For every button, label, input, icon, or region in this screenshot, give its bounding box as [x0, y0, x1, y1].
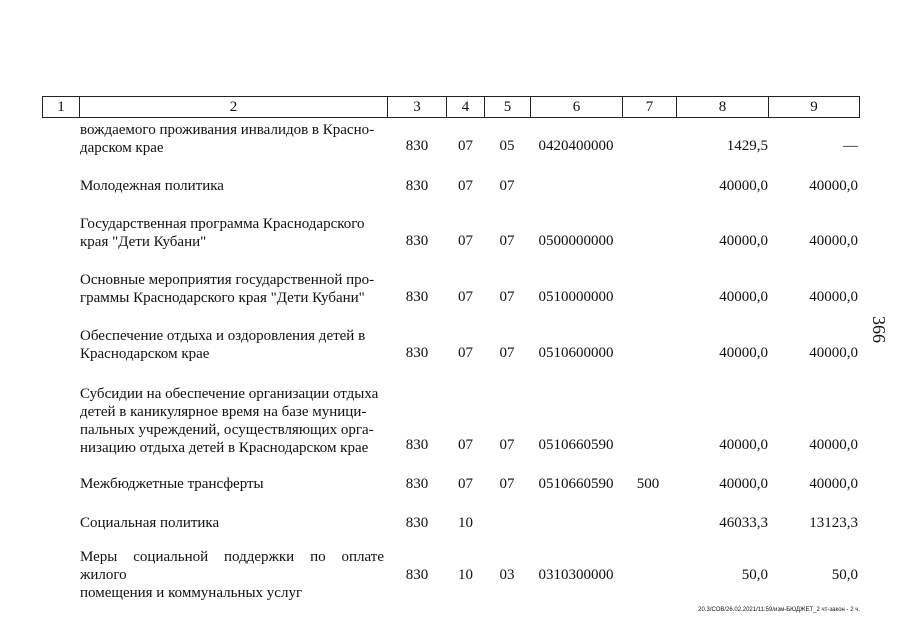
section-code: 07: [458, 345, 473, 361]
row-name: [80, 385, 384, 457]
amount-col-8: 40000,0: [719, 437, 768, 453]
ministry-code: 830: [405, 178, 429, 194]
row-name: [80, 177, 384, 195]
amount-col-8: 40000,0: [719, 345, 768, 361]
column-number-3: 3: [388, 97, 447, 118]
ministry-code: 830: [405, 437, 429, 453]
column-number-5: 5: [485, 97, 531, 118]
column-header-table: [42, 96, 860, 118]
ministry-code: 830: [405, 567, 429, 583]
section-code: 07: [458, 178, 473, 194]
subsection-code: 07: [499, 345, 515, 361]
amount-col-8: 46033,3: [719, 515, 768, 531]
subsection-code: 07: [499, 437, 515, 453]
row-name-line: Основные мероприятия государственной про-: [80, 272, 375, 288]
subsection-code: 07: [499, 289, 515, 305]
column-number-9: 9: [769, 97, 860, 118]
row-name: [80, 121, 384, 157]
amount-col-9: 50,0: [831, 567, 858, 583]
target-article-code: 0310300000: [538, 567, 614, 583]
amount-col-9: —: [843, 138, 858, 154]
row-name-line: дарском крае: [80, 140, 164, 156]
column-number-7: 7: [623, 97, 677, 118]
document-footer: 20.3/СОВ/26.02.2021/11:59/изм-БЮДЖЕТ_2 чт-закон - 2 ч.: [698, 607, 860, 613]
amount-col-9: 40000,0: [809, 437, 858, 453]
column-number-6: 6: [531, 97, 623, 118]
amount-col-8: 40000,0: [719, 178, 768, 194]
expense-type-code: 500: [636, 476, 660, 492]
column-number-4: 4: [447, 97, 485, 118]
subsection-code: 05: [499, 138, 515, 154]
target-article-code: 0510660590: [538, 476, 614, 492]
amount-col-8: 40000,0: [719, 289, 768, 305]
row-name-line: Субсидии на обеспечение организации отдыха: [80, 386, 379, 402]
amount-col-9: 40000,0: [809, 476, 858, 492]
section-code: 10: [458, 515, 473, 531]
section-code: 07: [458, 233, 473, 249]
amount-col-9: 40000,0: [809, 345, 858, 361]
row-name: [80, 475, 384, 493]
column-number-2: 2: [80, 97, 388, 118]
row-name: [80, 514, 384, 532]
ministry-code: 830: [405, 289, 429, 305]
ministry-code: 830: [405, 138, 429, 154]
section-code: 10: [458, 567, 473, 583]
target-article-code: 0500000000: [538, 233, 614, 249]
ministry-code: 830: [405, 515, 429, 531]
amount-col-8: 40000,0: [719, 476, 768, 492]
amount-col-9: 13123,3: [809, 515, 858, 531]
amount-col-8: 1429,5: [726, 138, 768, 154]
section-code: 07: [458, 138, 473, 154]
target-article-code: 0510660590: [538, 437, 614, 453]
row-name-line: вождаемого проживания инвалидов в Красно-: [80, 122, 375, 138]
row-name-line: детей в каникулярное время на базе муници-: [80, 404, 367, 420]
row-name-line: пальных учреждений, осуществляющих орга-: [80, 422, 374, 438]
column-number-row: [43, 97, 860, 118]
row-name-line: Государственная программа Краснодарского: [80, 216, 365, 232]
amount-col-9: 40000,0: [809, 178, 858, 194]
row-name-line: Молодежная политика: [80, 178, 224, 194]
row-name-line: низацию отдыха детей в Краснодарском крае: [80, 440, 369, 456]
section-code: 07: [458, 476, 473, 492]
row-name: [80, 271, 384, 307]
row-name: [80, 327, 384, 363]
amount-col-9: 40000,0: [809, 289, 858, 305]
row-name-line: граммы Краснодарского края "Дети Кубани": [80, 290, 365, 306]
subsection-code: 07: [499, 178, 515, 194]
page-number: 366: [869, 316, 889, 343]
row-name-line: Краснодарском крае: [80, 346, 210, 362]
amount-col-8: 50,0: [741, 567, 768, 583]
subsection-code: 07: [499, 476, 515, 492]
amount-col-8: 40000,0: [719, 233, 768, 249]
target-article-code: 0510600000: [538, 345, 614, 361]
row-name: [80, 215, 384, 251]
ministry-code: 830: [405, 233, 429, 249]
subsection-code: 03: [499, 567, 515, 583]
row-name-line: Социальная политика: [80, 515, 220, 531]
subsection-code: 07: [499, 233, 515, 249]
column-number-8: 8: [677, 97, 769, 118]
row-name-line: помещения и коммунальных услуг: [80, 585, 303, 601]
amount-col-9: 40000,0: [809, 233, 858, 249]
section-code: 07: [458, 289, 473, 305]
row-name-line: Межбюджетные трансферты: [80, 476, 264, 492]
target-article-code: 0510000000: [538, 289, 614, 305]
row-name: [80, 548, 384, 602]
row-name-line: края "Дети Кубани": [80, 234, 207, 250]
row-name-line: Обеспечение отдыха и оздоровления детей в: [80, 328, 366, 344]
ministry-code: 830: [405, 345, 429, 361]
column-number-1: 1: [43, 97, 80, 118]
section-code: 07: [458, 437, 473, 453]
row-name-line: Меры социальной поддержки по оплате жилого: [80, 549, 384, 583]
target-article-code: 0420400000: [538, 138, 614, 154]
ministry-code: 830: [405, 476, 429, 492]
